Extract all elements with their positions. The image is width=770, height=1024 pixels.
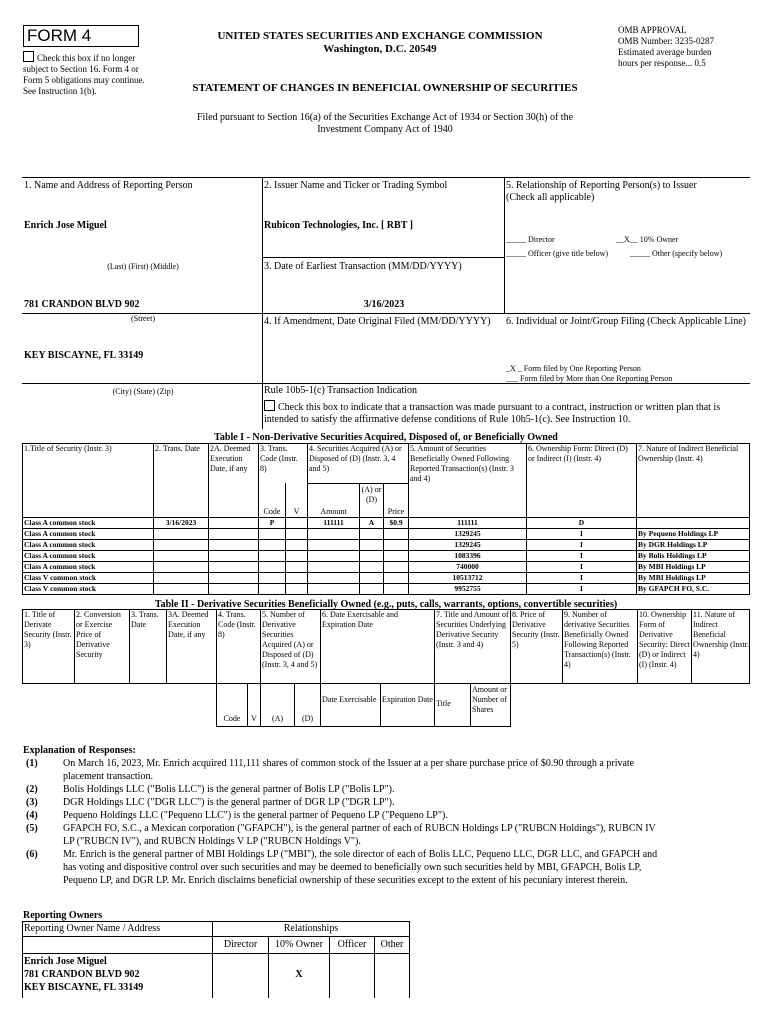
t2-sub-d: (D)	[301, 714, 314, 723]
t1-cell-owned: 111111	[457, 518, 478, 527]
t1-cell-title: Class A common stock	[24, 540, 96, 549]
t1-cell-form: I	[580, 562, 583, 571]
explanation-title: Explanation of Responses:	[23, 745, 136, 756]
t1-cell-nature: By Bolis Holdings LP	[638, 551, 707, 560]
t1-h6: 6. Ownership Form: Direct (D) or Indirect (I) (Instr. 4)	[528, 444, 628, 463]
box1-label: 1. Name and Address of Reporting Person	[24, 180, 193, 191]
reporting-person-street: 781 CRANDON BLVD 902	[24, 299, 140, 310]
officer-option[interactable]: _____ Officer (give title below)	[506, 249, 609, 258]
t1-cell-title: Class A common stock	[24, 529, 96, 538]
omb-number: OMB Number: 3235-0287	[618, 36, 714, 46]
rule-text: Check this box to indicate that a transaction was made pursuant to a contract, instruction or written plan that is intended to satisfy the affirmative defense conditions of Rule 10b5-1(c). See Instruction 10.	[264, 402, 721, 425]
t1-cell-price: $0.9	[389, 518, 403, 527]
other-option[interactable]: _____ Other (specify below)	[630, 249, 723, 258]
explanation-text: DGR Holdings LLC ("DGR LLC") is the general partner of DGR LP ("DGR LP").	[63, 797, 395, 808]
explanation-number: (5)	[26, 823, 38, 834]
t2-sub-code: Code	[223, 714, 241, 723]
owners-col-ten: 10% Owner	[274, 939, 324, 950]
t2-h6: 6. Date Exercisable and Expiration Date	[322, 610, 398, 629]
t2-sub-num: Amount or Number of Shares	[472, 685, 507, 714]
ten-percent-owner-option[interactable]: __X__ 10% Owner	[616, 235, 679, 244]
t1-cell-owned: 1329245	[454, 529, 481, 538]
t1-cell-form: I	[580, 551, 583, 560]
t2-h5: 5. Number of Derivative Securities Acquired (A) or Disposed of (D) (Instr. 3, 4 and 5)	[262, 610, 318, 669]
owners-title: Reporting Owners	[23, 910, 103, 921]
t2-h10: 10. Ownership Form of Derivative Security: Direct (D) or Indirect (I) (Instr. 4)	[639, 610, 690, 669]
t1-h7: 7. Nature of Indirect Beneficial Ownership (Instr. 4)	[638, 444, 739, 463]
name-sub-label: (Last) (First) (Middle)	[107, 262, 179, 271]
box3-label: 3. Date of Earliest Transaction (MM/DD/YYYY)	[264, 261, 462, 272]
t1-cell-nature: By GFAPCH FO, S.C.	[638, 584, 710, 593]
t1-cell-form: I	[580, 573, 583, 582]
t1-cell-amount: 111111	[323, 518, 344, 527]
table1-title: Table I - Non-Derivative Securities Acquired, Disposed of, or Beneficially Owned	[214, 432, 558, 443]
explanation-text: has voting and dispositive control over such securities and may be deemed to beneficially own such securities held by MBI, GFAPCH, Bolis LP,	[63, 862, 642, 873]
t2-h3a: 3A. Deemed Execution Date, if any	[168, 610, 209, 639]
explanation-text: Pequeno LP, and DGR LP. Mr. Enrich disclaims beneficial ownership of these securities except to the extent of his pecuniary interest therein.	[63, 875, 628, 886]
explanation-text: GFAPCH FO, S.C., a Mexican corporation ("GFAPCH"), is the general partner of each of RUBCN Holdings LP ("RUBCN Holdings"), RUBCN IV	[63, 823, 656, 834]
no-longer-subject-checkbox[interactable]	[23, 51, 34, 62]
t1-cell-owned: 1329245	[454, 540, 481, 549]
explanation-text: Bolis Holdings LLC ("Bolis LLC") is the general partner of Bolis LP ("Bolis LP").	[63, 784, 395, 795]
t1-cell-form: I	[580, 529, 583, 538]
t1-cell-form: D	[578, 518, 585, 527]
form-title-box	[23, 25, 139, 47]
director-option[interactable]: _____ Director	[506, 235, 555, 244]
t1-sub-code: Code	[263, 507, 281, 516]
explanation-number: (3)	[26, 797, 38, 808]
t1-cell-date: 3/16/2023	[165, 518, 197, 527]
t2-sub-a: (A)	[271, 714, 284, 723]
box4-label: 4. If Amendment, Date Original Filed (MM/DD/YYYY)	[264, 316, 491, 327]
filed-by-more-option[interactable]: ___ Form filed by More than One Reporting Person	[506, 374, 673, 383]
t2-h11: 11. Nature of Indirect Beneficial Ownership (Instr. 4)	[693, 610, 749, 659]
reporting-person-city: KEY BISCAYNE, FL 33149	[24, 350, 144, 361]
t1-h2: 2. Trans. Date	[155, 444, 200, 453]
box6-label: 6. Individual or Joint/Group Filing (Check Applicable Line)	[506, 316, 746, 327]
t2-h9: 9. Number of derivative Securities Beneficially Owned Following Reported Transaction(s) (Instr. 4)	[564, 610, 631, 669]
t1-cell-title: Class V common stock	[24, 573, 97, 582]
t2-h2: 2. Conversion or Exercise Price of Derivative Security	[76, 610, 121, 659]
t1-h5: 5. Amount of Securities Beneficially Owned Following Reported Transaction(s) (Instr. 3 and 4)	[410, 444, 514, 483]
t1-h1: 1.Title of Security (Instr. 3)	[24, 444, 112, 453]
owner-city: KEY BISCAYNE, FL 33149	[24, 982, 144, 993]
t1-sub-aord: (A) or (D)	[361, 485, 382, 504]
owners-col-officer: Officer	[337, 939, 367, 950]
omb-burden: Estimated average burden	[618, 47, 712, 57]
issuer-name: Rubicon Technologies, Inc. [ RBT ]	[264, 220, 414, 231]
omb-approval	[618, 25, 758, 69]
owner-street: 781 CRANDON BLVD 902	[24, 969, 140, 980]
t1-sub-amount: Amount	[320, 507, 347, 516]
form-title: FORM 4	[27, 26, 92, 45]
owners-table	[22, 921, 410, 998]
t1-cell-title: Class A common stock	[24, 518, 96, 527]
t2-h7: 7. Title and Amount of Securities Underlying Derivative Security (Instr. 3 and 4)	[436, 610, 509, 649]
explanation-text: placement transaction.	[63, 771, 153, 782]
explanation-text: Mr. Enrich is the general partner of MBI Holdings LP ("MBI"), the sole director of each of Bolis LLC, Pequeno LLC, DGR LLC, and GFAPCH and	[63, 849, 658, 860]
t1-sub-price: Price	[387, 507, 405, 516]
rule-label: Rule 10b5-1(c) Transaction Indication	[264, 385, 418, 396]
explanation-number: (6)	[26, 849, 38, 860]
reporting-person-name: Enrich Jose Miguel	[24, 220, 107, 231]
t1-h3: 3. Trans. Code (Instr. 8)	[260, 444, 298, 473]
t1-cell-nature: By MBI Holdings LP	[638, 562, 706, 571]
t2-sub-title: Title	[436, 699, 451, 708]
t1-cell-owned: 9952755	[454, 584, 481, 593]
t2-sub-v: V	[251, 714, 257, 723]
t1-cell-nature: By MBI Holdings LP	[638, 573, 706, 582]
explanation-number: (1)	[26, 758, 38, 769]
owners-col-other: Other	[380, 939, 404, 950]
t1-cell-nature: By DGR Holdings LP	[638, 540, 708, 549]
table1	[22, 443, 750, 595]
owners-col-name: Reporting Owner Name / Address	[24, 923, 161, 934]
t1-h4: 4. Securities Acquired (A) or Disposed of (D) (Instr. 3, 4 and 5)	[309, 444, 402, 473]
table-row	[22, 583, 750, 595]
t2-h3: 3. Trans. Date	[131, 610, 159, 629]
t1-cell-aord: A	[368, 518, 375, 527]
table2-title: Table II - Derivative Securities Beneficially Owned (e.g., puts, calls, warrants, options, convertible securities)	[154, 599, 618, 610]
explanation-text: On March 16, 2023, Mr. Enrich acquired 111,111 shares of common stock of the Issuer at a per share purchase price of $0.90 through a private	[63, 758, 635, 769]
t2-h1: 1. Title of Derivate Security (Instr. 3)	[24, 610, 72, 649]
owner-name: Enrich Jose Miguel	[24, 956, 107, 967]
statement-title: STATEMENT OF CHANGES IN BENEFICIAL OWNERSHIP OF SECURITIES	[192, 82, 578, 94]
no-longer-subject-checkbox-text: Check this box if no longer subject to Section 16. Form 4 or Form 5 obligations may continue. See Instruction 1(b).	[23, 53, 145, 96]
t2-h4: 4. Trans. Code (Instr. 8)	[218, 610, 256, 639]
filed-pursuant: Filed pursuant to Section 16(a) of the Securities Exchange Act of 1934 or Section 30(h) of the Investment Company Act of 1940	[196, 112, 574, 135]
table2	[22, 609, 750, 727]
city-sub-label: (City) (State) (Zip)	[112, 387, 174, 396]
t1-cell-title: Class V common stock	[24, 584, 97, 593]
street-sub-label: (Street)	[131, 314, 155, 323]
t1-cell-form: I	[580, 584, 583, 593]
t1-cell-title: Class A common stock	[24, 551, 96, 560]
t2-sub-exp: Expiration Date	[382, 695, 433, 704]
explanation-number: (2)	[26, 784, 38, 795]
owners-col-director: Director	[223, 939, 258, 950]
t1-h2a: 2A. Deemed Execution Date, if any	[210, 444, 251, 473]
t1-cell-owned: 10513712	[452, 573, 483, 582]
rule-checkbox[interactable]	[264, 400, 275, 411]
box2-label: 2. Issuer Name and Ticker or Trading Symbol	[264, 180, 448, 191]
explanation-number: (4)	[26, 810, 38, 821]
agency-city: Washington, D.C. 20549	[323, 43, 437, 55]
t1-sub-v: V	[293, 507, 300, 516]
agency-name: UNITED STATES SECURITIES AND EXCHANGE COMMISSION	[217, 30, 543, 42]
t1-cell-title: Class A common stock	[24, 562, 96, 571]
t1-cell-form: I	[580, 540, 583, 549]
t2-h8: 8. Price of Derivative Security (Instr. 5)	[512, 610, 560, 649]
omb-hours: hours per response... 0.5	[618, 58, 706, 68]
earliest-transaction-date: 3/16/2023	[363, 299, 405, 310]
t1-cell-owned: 1083396	[454, 551, 481, 560]
t1-cell-code: P	[269, 518, 275, 527]
t1-cell-owned: 740000	[456, 562, 479, 571]
owner-ten-pct-mark: X	[295, 969, 303, 980]
omb-title: OMB APPROVAL	[618, 25, 687, 35]
explanation-text: LP ("RUBCN IV"), and RUBCN Holdings V LP ("RUBCN Holdings V").	[63, 836, 361, 847]
t2-sub-exer: Date Exercisable	[322, 695, 377, 704]
box5-label: 5. Relationship of Reporting Person(s) to Issuer (Check all applicable)	[506, 180, 697, 203]
t1-cell-nature: By Pequeno Holdings LP	[638, 529, 719, 538]
filed-by-one-option[interactable]: _X _ Form filed by One Reporting Person	[506, 364, 641, 373]
owners-col-rel: Relationships	[283, 923, 339, 934]
explanation-text: Pequeno Holdings LLC ("Pequeno LLC") is the general partner of Pequeno LP ("Pequeno LP").	[63, 810, 448, 821]
